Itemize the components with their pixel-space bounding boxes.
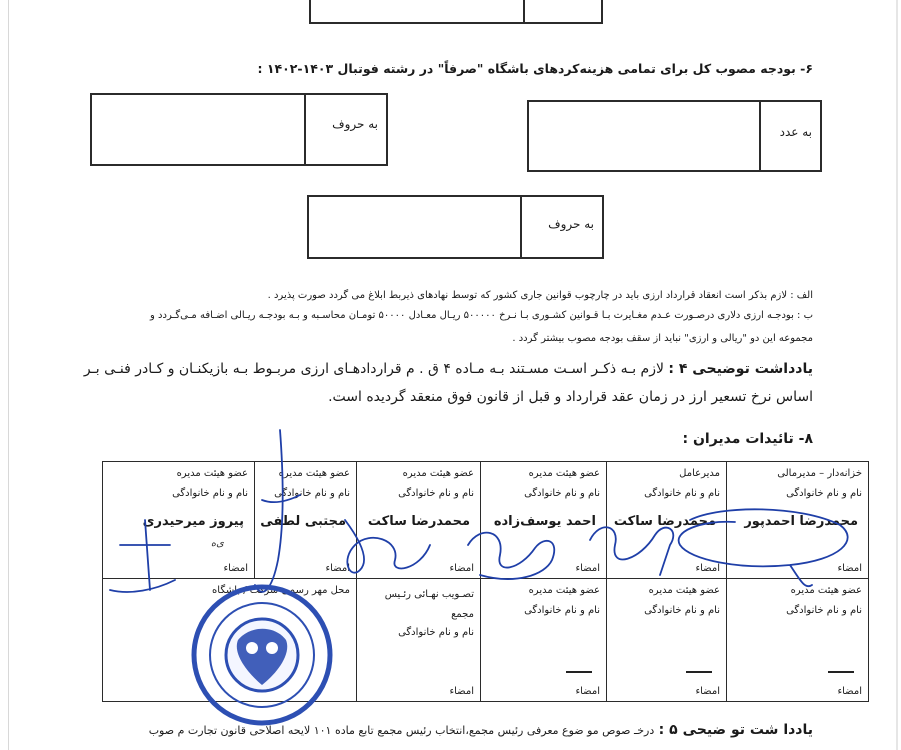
- sign-label: امضاء: [223, 563, 248, 574]
- explanatory5-title: یاددا شت تو ضیحی ۵ :: [658, 722, 813, 738]
- approver-name: پیروز میرحیدری: [142, 514, 244, 529]
- explanatory5-text: درخـ صوص مو ضوع معرفی رئیس مجمع،انتخاب رئیس مجمع تابع ماده ۱۰۱ لایحه اصلاحی قانون تجارت م صوب: [148, 724, 655, 737]
- sign-label: امضاء: [695, 686, 720, 697]
- approval-cell: عضو هیئت مدیره نام و نام خانوادگی امضاء: [607, 579, 727, 702]
- blank-name-dash: [828, 671, 854, 673]
- explanatory4-line1: [84, 361, 813, 377]
- approvals-row-1: [103, 462, 869, 579]
- note-be-line2: مجموعه این دو "ریالی و ارزی" نباید از سقف بودجه مصوب بیشتر گردد .: [512, 333, 813, 344]
- sign-label: امضاء: [837, 563, 862, 574]
- stamp-cell-label: محل مهر رسمی شرکت / باشگاه: [212, 585, 350, 596]
- budget-words-box-center: [307, 195, 604, 259]
- budget-words-box-left: [90, 93, 388, 166]
- sign-label: امضاء: [449, 686, 474, 697]
- budget-numeric-box: [527, 100, 822, 172]
- approval-cell: عضو هیئت مدیره نام و نام خانوادگی پیروز میرحیدری ی‌ه امضاء: [103, 462, 255, 579]
- approver-name: مجتبی لطفی: [260, 514, 346, 529]
- approver-name: محمدرضا ساکت: [613, 514, 716, 529]
- approval-cell: خزانه‌دار – مدیرمالی نام و نام خانوادگی محمدرضا احمدپور امضاء: [727, 462, 869, 579]
- explanatory4-line2: اساس نرخ تسعیر ارز در زمان عقد قرارداد و قبل از قانون فوق منعقد گردیده است.: [328, 389, 813, 405]
- approval-cell: عضو هیئت مدیره نام و نام خانوادگی احمد یوسف‌زاده امضاء: [481, 462, 607, 579]
- sign-label: امضاء: [325, 563, 350, 574]
- approval-cell: تصـویب نهـائی رئـیس مجمع نام و نام خانوادگی امضاء: [357, 579, 481, 702]
- approval-cell: عضو هیئت مدیره نام و نام خانوادگی امضاء: [727, 579, 869, 702]
- approver-name: احمد یوسف‌زاده: [493, 514, 596, 529]
- box-words-label: به حروف: [548, 217, 594, 231]
- approval-cell: عضو هیئت مدیره نام و نام خانوادگی محمدرضا ساکت امضاء: [357, 462, 481, 579]
- stamp-cell: [103, 579, 357, 702]
- approver-name: محمدرضا احمدپور: [744, 514, 858, 529]
- explanatory4-title: یادداشت توضیحی ۴ :: [668, 361, 813, 377]
- sign-label: امضاء: [575, 563, 600, 574]
- page-edge-left: [8, 0, 9, 750]
- note-be-line1: ب : بودجـه ارزی دلاری درصـورت عـدم مغـایرت بـا قـوانین کشـوری بـا نـرخ ۵۰۰۰۰۰ ریـال معـادل ۵۰۰۰۰ تومـان محاسـبه و بـه بودجـه ریـالی اضـافه مـی‌گـردد و: [150, 310, 813, 321]
- note-alef: الف : لازم بذکر است انعقاد قرارداد ارزی باید در چارچوب قوانین جاری کشور که توسط نهادهای ذیربط ابلاغ می گردد صورت پذیرد .: [267, 290, 813, 301]
- approval-cell: مدیرعامل نام و نام خانوادگی محمدرضا ساکت امضاء: [607, 462, 727, 579]
- blank-name-dash: [686, 671, 712, 673]
- explanatory5-line: [149, 722, 813, 738]
- approvals-table: [102, 461, 869, 702]
- approval-cell: عضو هیئت مدیره نام و نام خانوادگی امضاء: [481, 579, 607, 702]
- sign-label: امضاء: [575, 686, 600, 697]
- sign-label: امضاء: [449, 563, 474, 574]
- box-words-label: به حروف: [332, 117, 378, 131]
- top-partial-box: [309, 0, 603, 24]
- sign-label: امضاء: [695, 563, 720, 574]
- approver-name: محمدرضا ساکت: [367, 514, 470, 529]
- section8-heading: ۸- تائیدات مدیران :: [682, 431, 813, 447]
- explanatory4-text: لازم بـه ذکـر اسـت مسـتند بـه مـاده ۴ ق . م قراردادهـای ارزی مربـوط بـه بازیکنـان و کـادر فنـی بـر: [83, 361, 664, 377]
- approval-cell: عضو هیئت مدیره نام و نام خانوادگی مجتبی لطفی امضاء: [255, 462, 357, 579]
- section6-heading: ۶- بودجه مصوب کل برای تمامی هزینه‌کردهای باشگاه "صرفاً" در رشته فوتبال ۱۴۰۳-۱۴۰۲ :: [257, 61, 813, 76]
- approvals-row-2: [103, 579, 869, 702]
- page-edge-right: [896, 0, 898, 750]
- blank-name-dash: [566, 671, 592, 673]
- sign-label: امضاء: [837, 686, 862, 697]
- handwritten-note: ی‌ه: [210, 538, 224, 549]
- box-numeric-label: به عدد: [779, 125, 812, 139]
